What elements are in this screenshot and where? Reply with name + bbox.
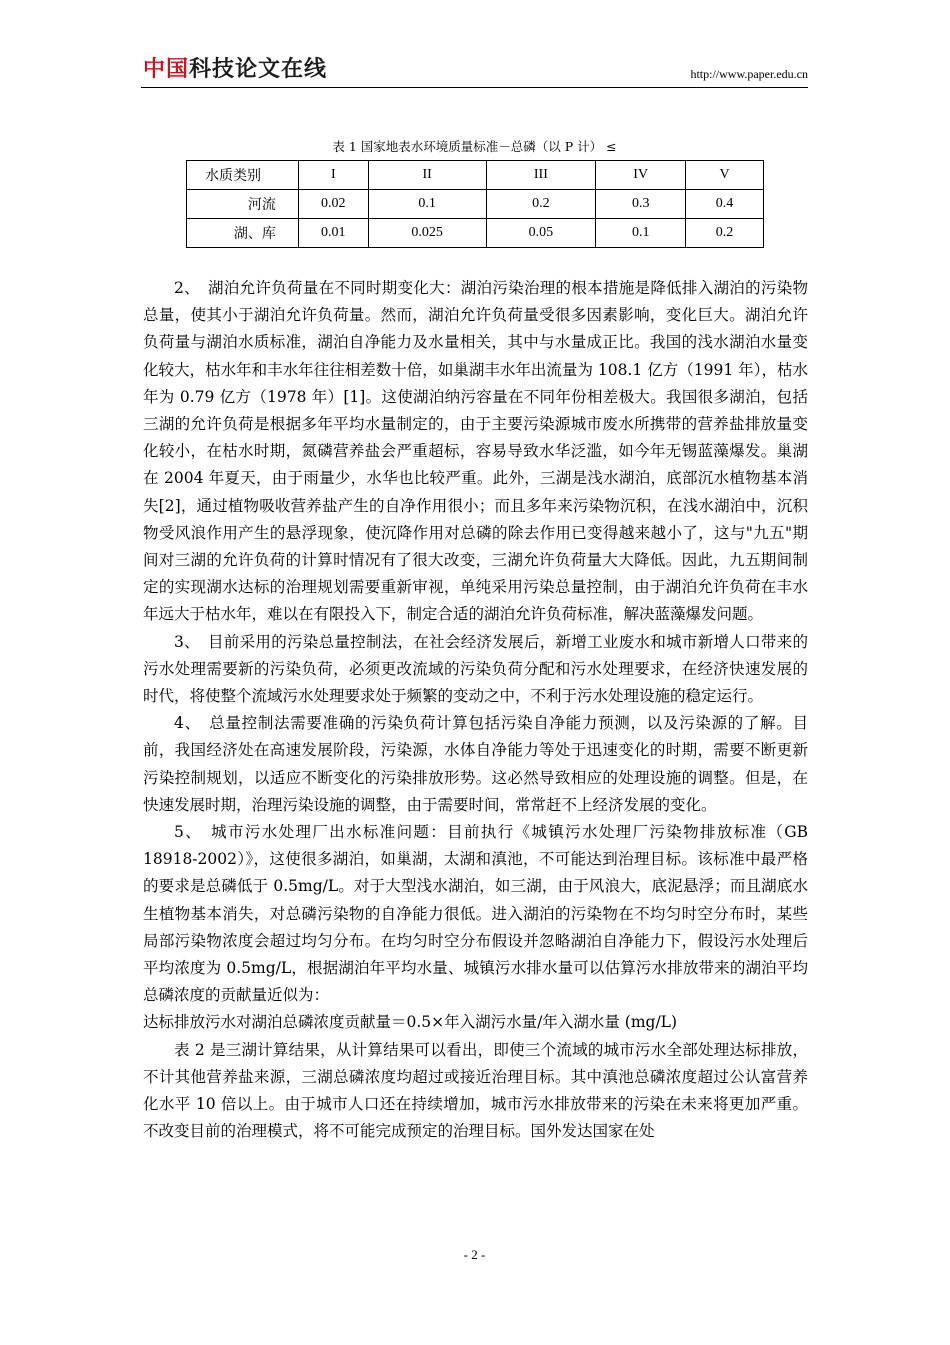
site-url[interactable]: http://www.paper.edu.cn xyxy=(690,67,808,81)
page-header xyxy=(141,55,808,88)
water-quality-table xyxy=(186,160,764,248)
header-cell: V xyxy=(686,161,764,190)
header-cell: III xyxy=(486,161,596,190)
header-cell: II xyxy=(368,161,486,190)
page-number: - 2 - xyxy=(463,1247,486,1262)
site-logo[interactable] xyxy=(143,57,327,83)
logo-red-text: 中国 xyxy=(143,57,190,82)
header-cell: IV xyxy=(596,161,686,190)
body-text xyxy=(143,275,808,1146)
table-cell: 0.2 xyxy=(686,219,764,248)
table-cell: 0.05 xyxy=(486,219,596,248)
table-cell: 0.4 xyxy=(686,190,764,219)
table-row xyxy=(187,190,764,219)
closing-paragraph: 表 2 是三湖计算结果，从计算结果可以看出，即使三个流域的城市污水全部处理达标排放，不计其他营养盐来源，三湖总磷浓度均超过或接近治理目标。其中滇池总磷浓度超过公认富营养化水平 10 倍以上。由于城市人口还在持续增加，城市污水排放带来的污染在未来将更加严重。不改变目前的治理模式，将不可能完成预定的治理目标。国外发达国家在处 xyxy=(143,1040,808,1141)
paragraph-2: 2、 湖泊允许负荷量在不同时期变化大：湖泊污染治理的根本措施是降低排入湖泊的污染物总量，使其小于湖泊允许负荷量。然而，湖泊允许负荷量受很多因素影响，变化巨大。湖泊允许负荷量与湖泊水质标准，湖泊自净能力及水量相关，其中与水量成正比。我国的浅水湖泊水量变化较大，枯水年和丰水年往往相差数十倍，如巢湖丰水年出流量为 108.1 亿方（1991 年），枯水年为 0.79 亿方（1978 年）[1]。这使湖泊纳污容量在不同年份相差极大。我国很多湖泊，包括三湖的允许负荷是根据多年平均水量制定的，由于主要污染源城市废水所携带的营养盐排放量变化较小，在枯水时期，氮磷营养盐会严重超标，容易导致水华泛滥，如今年无锡蓝藻爆发。巢湖在 2004 年夏天，由于雨量少，水华也比较严重。此外，三湖是浅水湖泊，底部沉水植物基本消失[2]，通过植物吸收营养盐产生的自净作用很小；而且多年来污染物沉积，在浅水湖泊中，沉积物受风浪作用产生的悬浮现象，使沉降作用对总磷的除去作用已变得越来越小了，这与"九五"期间对三湖的允许负荷的计算时情况有了很大改变，三湖允许负荷量大大降低。因此，九五期间制定的实现湖水达标的治理规划需要重新审视，单纯采用污染总量控制，由于湖泊允许负荷在丰水年远大于枯水年，难以在有限投入下，制定合适的湖泊允许负荷标准，解决蓝藻爆发问题。 xyxy=(143,279,808,624)
formula: 达标排放污水对湖泊总磷浓度贡献量＝0.5×年入湖污水量/年入湖水量 (mg/L) xyxy=(143,1013,678,1032)
table-cell: 0.025 xyxy=(368,219,486,248)
table-cell: 0.2 xyxy=(486,190,596,219)
table-1-caption: 表 1 国家地表水环境质量标准－总磷（以 P 计） ≤ xyxy=(332,139,617,154)
header-cell: 水质类别 xyxy=(187,161,299,190)
table-cell: 0.02 xyxy=(298,190,368,219)
table-cell: 0.3 xyxy=(596,190,686,219)
row-label: 河流 xyxy=(187,190,299,219)
paragraph-5: 5、 城市污水处理厂出水标准问题：目前执行《城镇污水处理厂污染物排放标准（GB 18918-2002）》，这使很多湖泊，如巢湖，太湖和滇池，不可能达到治理目标。该标准中最严格的要求是总磷低于 0.5mg/L。对于大型浅水湖泊，如三湖，由于风浪大，底泥悬浮；而且湖底水生植物基本消失，对总磷污染物的自净能力很低。进入湖泊的污染物在不均匀时空分布时，某些局部污染物浓度会超过均匀分布。在均匀时空分布假设并忽略湖泊自净能力下，假设污水处理后平均浓度为 0.5mg/L，根据湖泊年平均水量、城镇污水排水量可以估算污水排放带来的湖泊平均总磷浓度的贡献量近似为： xyxy=(143,823,808,1005)
table-cell: 0.1 xyxy=(368,190,486,219)
logo-dark-text: 科技论文在线 xyxy=(189,57,328,82)
header-cell: I xyxy=(298,161,368,190)
table-header-row xyxy=(187,161,764,190)
paragraph-3: 3、 目前采用的污染总量控制法，在社会经济发展后，新增工业废水和城市新增人口带来的污水处理需要新的污染负荷，必须更改流域的污染负荷分配和污水处理要求，在经济快速发展的时代，将使整个流域污水处理要求处于频繁的变动之中，不利于污水处理设施的稳定运行。 xyxy=(143,632,808,706)
table-cell: 0.1 xyxy=(596,219,686,248)
table-cell: 0.01 xyxy=(298,219,368,248)
table-row xyxy=(187,219,764,248)
row-label: 湖、库 xyxy=(187,219,299,248)
paragraph-4: 4、 总量控制法需要准确的污染负荷计算包括污染自净能力预测，以及污染源的了解。目前，我国经济处在高速发展阶段，污染源，水体自净能力等处于迅速变化的时期，需要不断更新污染控制规划，以适应不断变化的污染排放形势。这必然导致相应的处理设施的调整。但是，在快速发展时期，治理污染设施的调整，由于需要时间，常常赶不上经济发展的变化。 xyxy=(143,714,808,814)
